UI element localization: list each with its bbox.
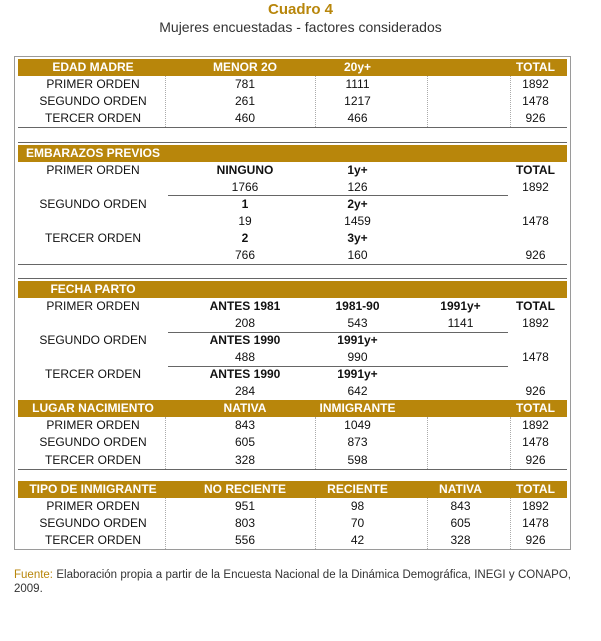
cell-value: 466 <box>347 111 368 125</box>
cell-value: 1049 <box>344 418 371 432</box>
subheader-cell: 1y+ <box>347 163 368 177</box>
cell-value: 126 <box>347 180 368 194</box>
cell-value: 284 <box>234 384 256 398</box>
source-text: Elaboración propia a partir de la Encuesta Nacional de la Dinámica Demográfica, INEGI y CONAPO, 2009. <box>14 569 571 595</box>
table-row <box>18 93 567 110</box>
header-cell: RECIENTE <box>327 482 388 496</box>
table-row <box>18 417 567 434</box>
column-divider <box>315 76 316 127</box>
cell-value: 1892 <box>522 180 549 194</box>
cell-value: 460 <box>234 111 256 125</box>
source-label: Fuente: <box>14 569 53 581</box>
cell-value: 1111 <box>345 77 370 91</box>
column-divider <box>427 417 428 469</box>
cell-value: 926 <box>525 384 546 398</box>
cell-value: 1766 <box>231 180 259 194</box>
subheader-cell: ANTES 1990 <box>209 333 281 347</box>
section-header-edad <box>18 59 567 76</box>
cell-value: 70 <box>350 516 365 530</box>
cell-value: 556 <box>234 533 256 547</box>
subheader-cell: 1991y+ <box>440 299 481 313</box>
row-label: TERCER ORDEN <box>44 231 141 245</box>
row-label: PRIMER ORDEN <box>46 163 140 177</box>
header-cell: INMIGRANTE <box>319 401 396 415</box>
header-cell: NATIVA <box>223 401 267 415</box>
row-label: SEGUNDO ORDEN <box>39 94 147 108</box>
cell-value: 642 <box>347 384 368 398</box>
row-label: TERCER ORDEN <box>44 453 141 467</box>
table-row <box>18 366 567 383</box>
header-cell: MENOR 2O <box>212 60 277 74</box>
table-row <box>18 162 567 179</box>
cell-value: 328 <box>234 453 256 467</box>
row-label: SEGUNDO ORDEN <box>39 435 147 449</box>
column-divider <box>510 498 511 549</box>
subheader-cell: 1991y+ <box>337 367 378 381</box>
table-subtitle: Mujeres encuestadas - factores considerados <box>159 19 442 35</box>
cell-value: 926 <box>525 248 546 262</box>
subheader-cell: TOTAL <box>516 299 555 313</box>
cell-value: 843 <box>450 499 471 513</box>
table-row <box>18 498 567 515</box>
cell-value: 990 <box>347 350 368 364</box>
cell-value: 951 <box>234 499 256 513</box>
table-row <box>18 349 567 366</box>
table-title: Cuadro 4 <box>267 1 333 18</box>
cell-value: 1892 <box>522 77 549 91</box>
cell-value: 98 <box>350 499 365 513</box>
cell-value: 42 <box>350 533 365 547</box>
column-divider <box>427 76 428 127</box>
row-label: SEGUNDO ORDEN <box>39 197 147 211</box>
section-header-embarazos <box>18 145 567 162</box>
column-divider <box>315 417 316 469</box>
header-cell: TOTAL <box>516 482 555 496</box>
subheader-cell: ANTES 1990 <box>209 367 281 381</box>
subheader-cell: 2y+ <box>347 197 368 211</box>
subheader-cell: 1981-90 <box>335 299 380 313</box>
header-cell: TOTAL <box>516 60 555 74</box>
cell-value: 543 <box>347 316 368 330</box>
section-header-tipo <box>18 481 567 498</box>
header-cell: NO RECIENTE <box>203 482 286 496</box>
table-row <box>18 110 567 127</box>
table-row <box>18 434 567 451</box>
row-label: PRIMER ORDEN <box>46 418 140 432</box>
table-row <box>18 452 567 469</box>
cell-value: 1478 <box>522 435 549 449</box>
subheader-cell: ANTES 1981 <box>209 299 281 313</box>
header-cell: NATIVA <box>439 482 482 496</box>
row-divider <box>18 264 567 265</box>
header-cell: EMBARAZOS PREVIOS <box>25 146 160 160</box>
row-label: PRIMER ORDEN <box>46 499 140 513</box>
subheader-cell: 1 <box>241 197 249 211</box>
cell-value: 843 <box>234 418 256 432</box>
cell-value: 803 <box>234 516 256 530</box>
header-cell: TIPO DE INMIGRANTE <box>29 482 157 496</box>
cell-value: 873 <box>347 435 368 449</box>
cell-value: 1478 <box>522 214 549 228</box>
cell-value: 926 <box>525 533 546 547</box>
row-label: TERCER ORDEN <box>44 533 141 547</box>
column-divider <box>165 498 166 549</box>
header-cell: LUGAR NACIMIENTO <box>32 401 154 415</box>
subheader-cell: 3y+ <box>347 231 368 245</box>
column-divider <box>510 76 511 127</box>
row-label: SEGUNDO ORDEN <box>39 516 147 530</box>
row-divider <box>18 469 567 470</box>
source-note <box>14 568 571 596</box>
header-cell: EDAD MADRE <box>52 60 134 74</box>
column-divider <box>510 417 511 469</box>
table-row <box>18 332 567 349</box>
cell-value: 261 <box>234 94 256 108</box>
header-cell: TOTAL <box>516 401 555 415</box>
cell-value: 1141 <box>447 316 474 330</box>
table-row <box>18 515 567 532</box>
cell-value: 1217 <box>344 94 371 108</box>
row-label: SEGUNDO ORDEN <box>39 333 147 347</box>
column-divider <box>315 498 316 549</box>
cell-value: 328 <box>450 533 471 547</box>
header-cell: 20y+ <box>343 60 372 74</box>
table-row <box>18 532 567 549</box>
subheader-cell: 1991y+ <box>337 333 378 347</box>
cell-value: 160 <box>347 248 368 262</box>
table-row <box>18 179 567 196</box>
column-divider <box>165 76 166 127</box>
section-header-lugar <box>18 400 567 417</box>
cell-value: 605 <box>450 516 471 530</box>
row-divider <box>18 127 567 128</box>
cell-value: 926 <box>525 453 546 467</box>
subheader-cell: 2 <box>241 231 249 245</box>
header-cell: FECHA PARTO <box>50 282 136 296</box>
cell-value: 1892 <box>522 418 549 432</box>
table-row <box>18 196 567 213</box>
cell-value: 781 <box>234 77 256 91</box>
column-divider <box>165 417 166 469</box>
table-row <box>18 213 567 230</box>
cell-value: 1892 <box>522 499 549 513</box>
subheader-cell: TOTAL <box>516 163 555 177</box>
cell-value: 488 <box>234 350 256 364</box>
cell-value: 605 <box>234 435 256 449</box>
cell-value: 1478 <box>522 350 549 364</box>
row-label: PRIMER ORDEN <box>46 299 140 313</box>
cell-value: 1892 <box>522 316 549 330</box>
data-table <box>14 56 571 550</box>
cell-value: 1478 <box>522 94 549 108</box>
cell-value: 1459 <box>344 214 371 228</box>
column-divider <box>427 498 428 549</box>
subheader-cell: NINGUNO <box>216 163 274 177</box>
cell-value: 19 <box>238 214 252 228</box>
row-divider <box>18 278 567 279</box>
table-row <box>18 76 567 93</box>
table-row <box>18 298 567 315</box>
section-header-fecha <box>18 281 567 298</box>
cell-value: 598 <box>347 453 368 467</box>
table-row <box>18 247 567 264</box>
cell-value: 1478 <box>522 516 549 530</box>
cell-value: 208 <box>234 316 256 330</box>
table-row <box>18 383 567 400</box>
cell-value: 766 <box>234 248 256 262</box>
table-row <box>18 315 567 332</box>
row-label: TERCER ORDEN <box>44 111 141 125</box>
row-label: TERCER ORDEN <box>44 367 141 381</box>
row-label: PRIMER ORDEN <box>46 77 140 91</box>
cell-value: 926 <box>525 111 546 125</box>
row-divider <box>18 142 567 143</box>
table-row <box>18 230 567 247</box>
